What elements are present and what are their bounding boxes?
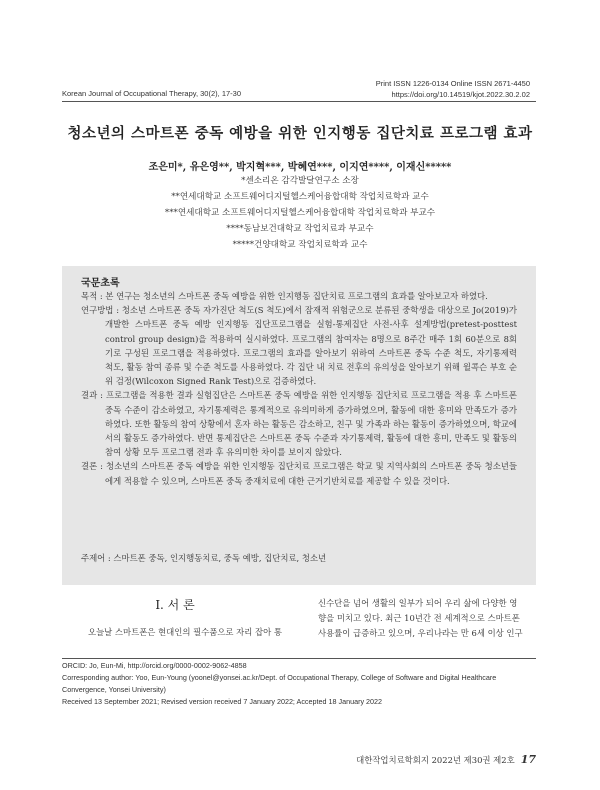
abstract-purpose: 목적 : 본 연구는 청소년의 스마트폰 중독 예방을 위한 인지행동 집단치료 프로그램의 효과를 알아보고자 하였다. (81, 291, 488, 301)
section-title: Ⅰ. 서 론 (155, 598, 195, 612)
journal-citation: Korean Journal of Occupational Therapy, 30(2), 17-30 (62, 89, 241, 98)
doi-link[interactable]: https://doi.org/10.14519/kjot.2022.30.2.02 (391, 90, 530, 99)
abstract-methods: 연구방법 : 청소년 스마트폰 중독 자가진단 척도(S 척도)에서 잠재적 위험군으로 분류된 중학생을 대상으로 Jo(2019)가 개발한 스마트폰 중독 예방 인지행동 집단프로그램을 실험-통제집단 사전-사후 설계방법(pretest-posttest control group design)을 적용하여 실시하였다. 프로그램의 참여자는 8명으로 8주간 매주 1회 60분으로 8회기로 구성된 프로그램을 적용하였다. 프로그램의 효과를 알아보기 위하여 스마트폰 중독 수준 척도, 자기통제력 척도, 활동 참여 종류 및 수준 척도를 사용하였다. 각 집단 내 치료 전후의 유의성을 알아보기 위해 윌콕슨 부호 순위 검정(Wilcoxon Signed Rank Test)으로 검증하였다. (81, 305, 517, 387)
author-list: 조은미*, 유은영**, 박지혁***, 박혜연***, 이지연****, 이재신***** (148, 162, 452, 173)
keywords: 주제어 : 스마트폰 중독, 인지행동치료, 중독 예방, 집단치료, 청소년 (81, 553, 327, 563)
received-note: Received 13 September 2021; Revised version received 7 January 2022; Accepted 18 January 2022 (62, 697, 383, 706)
print-issn: Print ISSN 1226-0134 Online ISSN 2671-4450 (375, 79, 530, 88)
paper-title: 청소년의 스마트폰 중독 예방을 위한 인지행동 집단치료 프로그램 효과 (67, 125, 533, 142)
intro-line: 신수단을 넘어 생활의 일부가 되어 우리 삶에 다양한 영 (318, 598, 518, 608)
abstract-heading: 국문초록 (81, 278, 120, 289)
affiliation-2: **연세대학교 소프트웨어디지털헬스케어융합대학 작업치료학과 교수 (171, 192, 429, 202)
affiliation-1: *센소리온 감각발달연구소 소장 (241, 176, 359, 186)
abstract-conclusion: 결론 : 청소년의 스마트폰 중독 예방을 위한 인지행동 집단치료 프로그램은 학교 및 지역사회의 스마트폰 중독 청소년들에게 적용할 수 있으며, 스마트폰 중독 중재치료에 대한 근거기반치료를 제공할 수 있을 것이다. (81, 461, 517, 486)
intro-right-column (318, 596, 538, 641)
abstract-body (81, 289, 517, 488)
affiliation-3: ***연세대학교 소프트웨어디지털헬스케어융합대학 작업치료학과 부교수 (164, 208, 436, 218)
footnote-rule (62, 658, 536, 659)
abstract-results: 결과 : 프로그램을 적용한 결과 실험집단은 스마트폰 중독 예방을 위한 인지행동 집단치료 프로그램을 적용 후 스마트폰 중독 수준이 감소하였고, 자기통제력은 통계적으로 유의미하게 증가하였으며, 활동에 대한 흥미와 만족도가 증가하였다. 또한 활동의 참여 상황에서 혼자 하는 활동은 감소하고, 친구 및 가족과 하는 활동이 증가하였으며, 학교에서의 활동도 증가하였다. 반면 통제집단은 스마트폰 중독 수준과 자기통제력, 활동에 대한 흥미, 만족도 및 활동의 참여 상황 모두 프로그램 전과 후 유의미한 차이를 보이지 않았다. (81, 390, 517, 458)
page-footer (356, 753, 536, 766)
affiliation-5: *****건양대학교 작업치료학과 교수 (232, 240, 368, 250)
intro-line: 향을 미치고 있다. 최근 10년간 전 세계적으로 스마트폰 (318, 613, 520, 623)
footer-journal-info: 대한작업치료학회지 2022년 제30권 제2호 (356, 755, 515, 765)
header-rule (62, 101, 536, 102)
intro-left-column: 오늘날 스마트폰은 현대인의 필수품으로 자리 잡아 통 (88, 627, 282, 637)
footnotes (62, 660, 536, 708)
intro-line: 사용률이 급증하고 있으며, 우리나라는 만 6세 이상 인구 (318, 628, 523, 638)
affiliation-4: ****동남보건대학교 작업치료과 부교수 (226, 224, 374, 234)
corresponding-author-note: Corresponding author: Yoo, Eun-Young (yoonel@yonsei.ac.kr/Dept. of Occupational Therapy, College of Software and Digital Healthcare Convergence, Yonsei University) (62, 673, 497, 694)
orcid-note: ORCID: Jo, Eun-Mi, http://orcid.org/0000-0002-9062-4858 (62, 661, 247, 670)
page-number: 17 (520, 753, 536, 766)
